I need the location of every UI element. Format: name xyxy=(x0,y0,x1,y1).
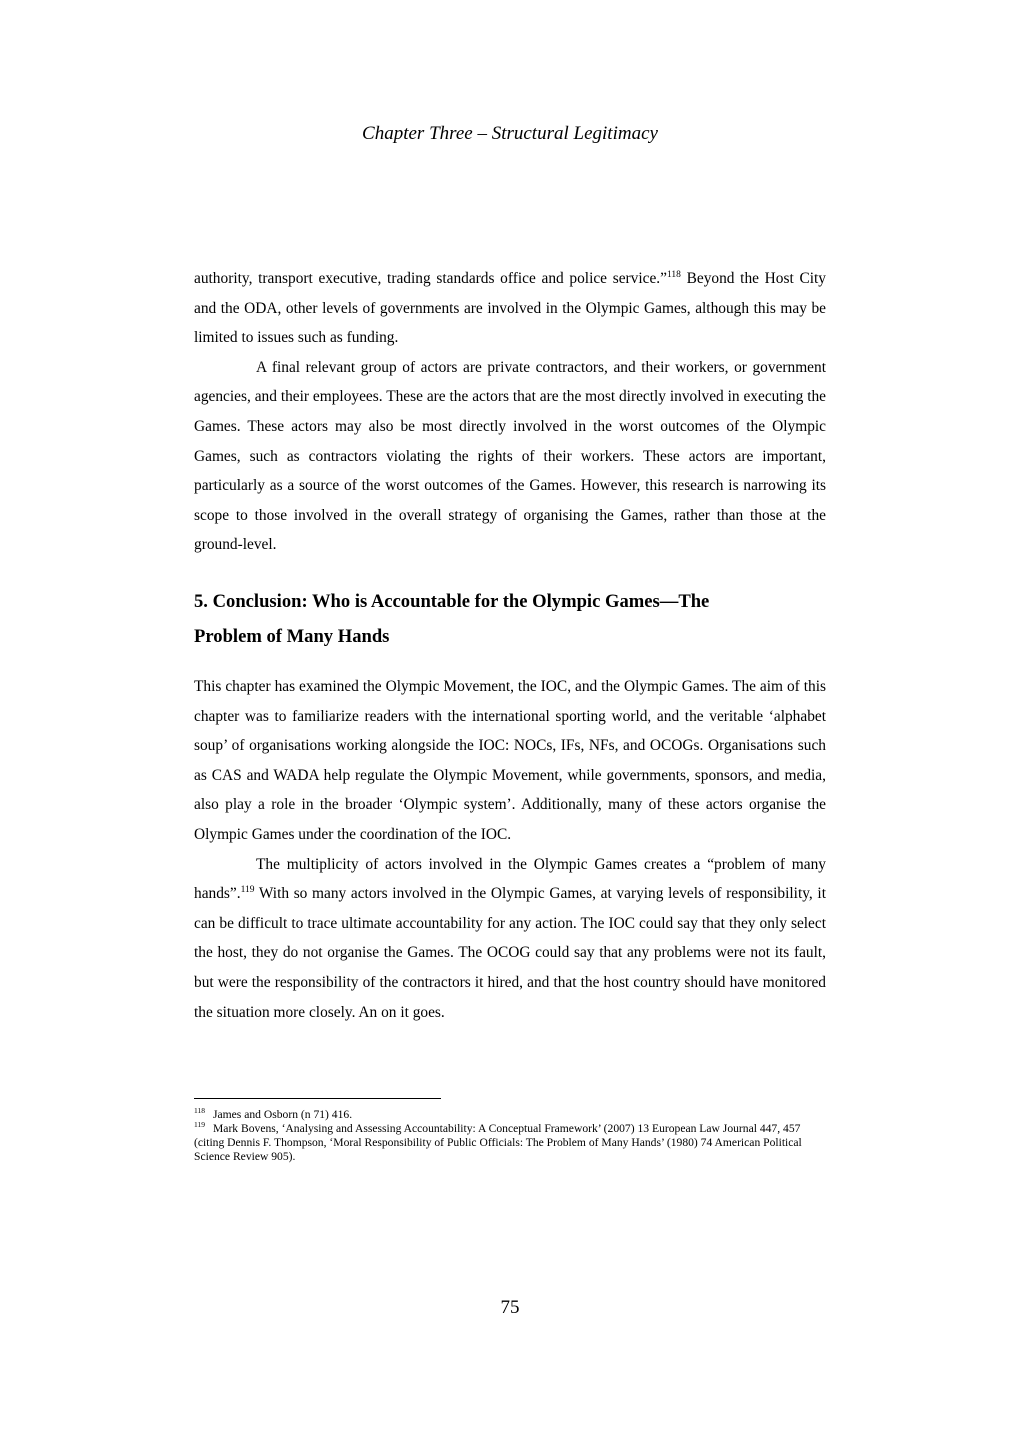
body-section-2 xyxy=(194,672,826,1027)
footnote-separator xyxy=(194,1098,441,1099)
section-heading xyxy=(194,584,826,654)
paragraph-text: The multiplicity of actors involved in the Olympic Games creates a “problem of many hands”. xyxy=(194,855,826,903)
footnote-number: 118 xyxy=(194,1106,205,1116)
body-section-1 xyxy=(194,264,826,560)
paragraph: A final relevant group of actors are private contractors, and their workers, or government agencies, and their employees. These are the actors that are the most directly involved in executing the Games. These actors may also be most directly involved in the worst outcomes of the Olympic Games, such as contractors violating the rights of their workers. These actors are important, particularly as a source of the worst outcomes of the Games. However, this research is narrowing its scope to those involved in the overall strategy of organising the Games, rather than those at the ground-level. xyxy=(194,358,826,554)
footnote-text: James and Osborn (n 71) 416. xyxy=(212,1108,353,1121)
footnote xyxy=(194,1108,824,1122)
section-heading-line: 5. Conclusion: Who is Accountable for the Olympic Games—The xyxy=(194,591,710,612)
footnote-reference[interactable]: 118 xyxy=(666,269,681,280)
footnote-number: 119 xyxy=(194,1120,205,1130)
section-heading-line: Problem of Many Hands xyxy=(194,626,390,647)
footnote-text: Mark Bovens, ‘Analysing and Assessing Accountability: A Conceptual Framework’ (2007) 13 European Law Journal 447, 457 (citing Dennis F. Thompson, ‘Moral Responsibility of Public Officials: The Problem of Many Hands’ (1980) 74 American Political Science Review 905). xyxy=(194,1122,802,1163)
paragraph-text: authority, transport executive, trading standards office and police service.” xyxy=(194,270,667,287)
paragraph-text: With so many actors involved in the Olympic Games, at varying levels of responsibility, it can be difficult to trace ultimate accountability for any action. The IOC could say that they only select the host, they do not organise the Games. The OCOG could say that any problems were not its fault, but were the responsibility of the contractors it hired, and that the host country should have monitored the situation more closely. An on it goes. xyxy=(194,885,826,1021)
paragraph xyxy=(194,264,826,353)
footnote xyxy=(194,1122,824,1164)
running-head: Chapter Three – Structural Legitimacy xyxy=(362,123,658,144)
footnote-reference[interactable]: 119 xyxy=(240,885,255,896)
page-number: 75 xyxy=(500,1297,520,1318)
paragraph: This chapter has examined the Olympic Movement, the IOC, and the Olympic Games. The aim of this chapter was to familiarize readers with the international sporting world, and the veritable ‘alphabet soup’ of organisations working alongside the IOC: NOCs, IFs, NFs, and OCOGs. Organisations such as CAS and WADA help regulate the Olympic Movement, while governments, sponsors, and media, also play a role in the broader ‘Olympic system’. Additionally, many of these actors organise the Olympic Games under the coordination of the IOC. xyxy=(194,678,826,843)
paragraph xyxy=(194,850,826,1028)
paragraph-text: Beyond the Host City and the ODA, other levels of governments are involved in the Olympic Games, although this may be limited to issues such as funding. xyxy=(194,270,826,347)
footnotes xyxy=(194,1108,824,1164)
